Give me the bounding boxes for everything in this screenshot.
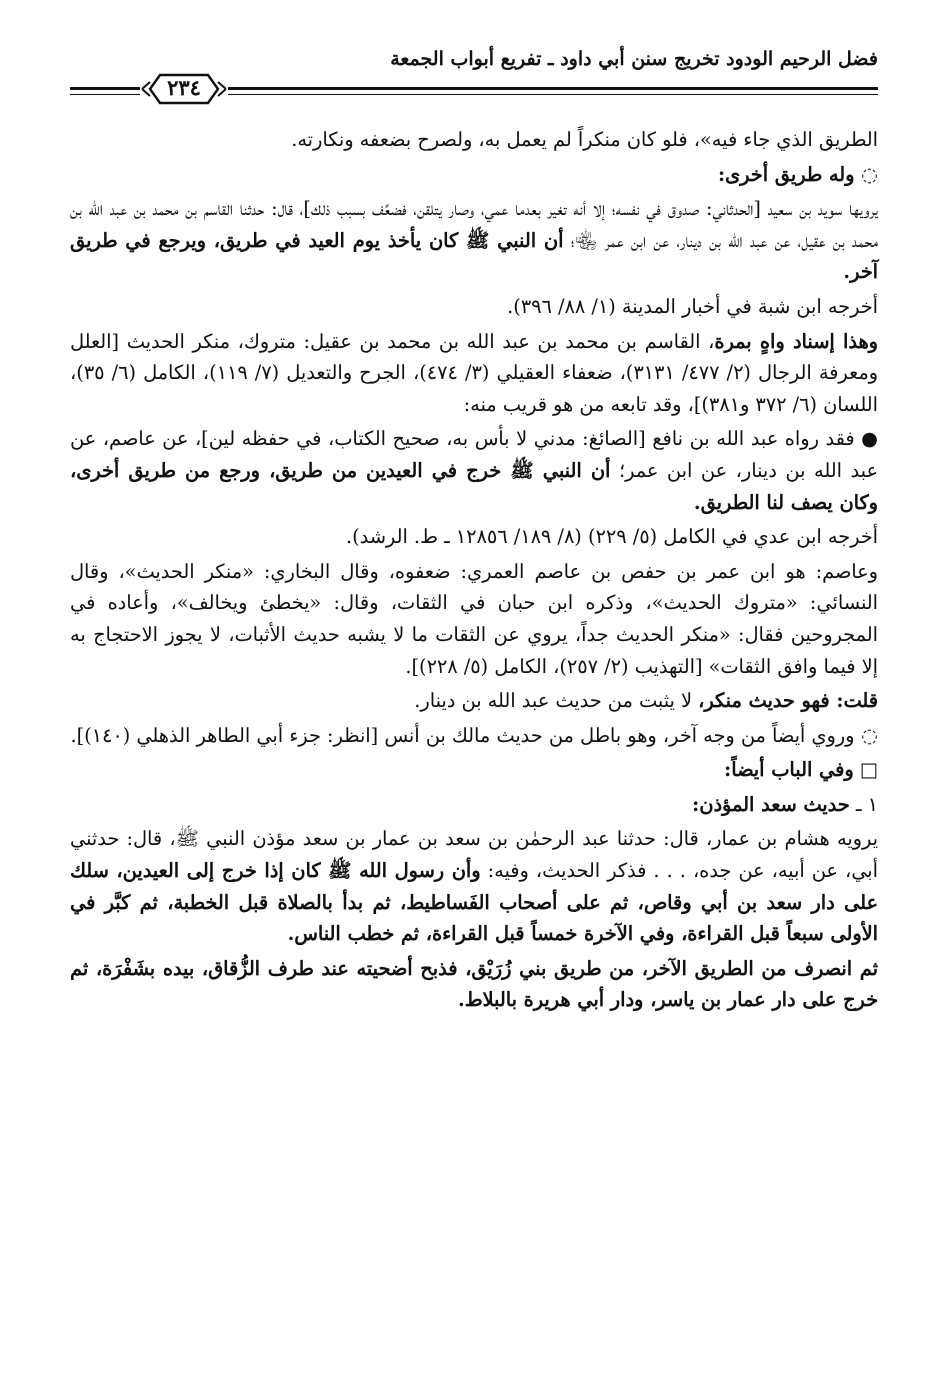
body-paragraph: [70, 685, 878, 717]
page-body-text: [70, 124, 878, 1016]
bold-text-span: ◌: [854, 162, 878, 186]
running-header: [70, 40, 878, 120]
header-rule-thick-left: [70, 87, 140, 90]
body-paragraph: [70, 423, 878, 518]
text-span: يرويها سويد بن سعيد [الحدثاني: صدوق في نفسه؛ إلا أنه تغير بعدما عمي، وصار يتلقن، فضعِّف بسبب ذلك]، قال: حدثنا القاسم بن محمد بن عبد الله بن محمد بن عقيل، عن عبد الله بن دينار، عن ابن عمر ﵄؛: [70, 197, 879, 252]
bold-text-span: وأن رسول الله ﷺ كان إذا خرج إلى العيدين، سلك على دار سعد بن أبي وقاص، ثم على أصحاب الفَساطيط، ثم بدأ بالصلاة قبل الخطبة، ثم كبَّر في الأولى سبعاً قبل القراءة، وفي الآخرة خمساً قبل القراءة، ثم خطب الناس.: [70, 859, 878, 946]
bold-text-span: أن النبي ﷺ خرج في العيدين من طريق، ورجع من طريق أخرى، وكان يصف لنا الطريق.: [70, 458, 878, 514]
body-paragraph: [70, 124, 878, 156]
bold-text-span: ◌: [854, 723, 878, 747]
header-title: فضل الرحيم الودود تخريج سنن أبي داود ـ تفريع أبواب الجمعة: [390, 48, 878, 70]
text-span: وروي أيضاً من وجه آخر، وهو باطل من حديث مالك بن أنس [انظر: جزء أبي الطاهر الذهلي (١٤٠)].: [70, 723, 855, 747]
text-span: ● فقد رواه عبد الله بن نافع [الصائغ: مدني لا بأس به، صحيح الكتاب، في حفظه لين]، عن عاصم، عن عبد الله بن دينار، عن ابن عمر؛: [70, 427, 878, 482]
text-span: □: [853, 758, 878, 782]
text-span: يرويه هشام بن عمار، قال: حدثنا عبد الرحمٰن بن سعد بن عمار بن سعد مؤذن النبي ﷺ، قال: حدثني أبي، عن أبيه، عن جده، . . . فذكر الحديث، وفيه:: [70, 827, 878, 883]
page-number-badge: [140, 70, 228, 108]
body-paragraph: [70, 953, 878, 1016]
body-paragraph: [70, 159, 878, 191]
body-paragraph: [70, 556, 878, 682]
text-span: ، القاسم بن محمد بن عبد الله بن محمد بن عقيل: متروك، منكر الحديث [العلل ومعرفة الرجال (٢/ ٤٧٧/ ٣١٣١)، ضعفاء العقيلي (٣/ ٤٧٤)، الجرح والتعديل (٧/ ١١٩)، الكامل (٦/ ٣٥)، اللسان (٦/ ٣٧٢ و٣٨١)]، وقد تابعه من هو قريب منه:: [70, 329, 878, 416]
body-paragraph: [70, 521, 878, 553]
body-paragraph: [70, 291, 878, 323]
bold-text-span: ثم انصرف من الطريق الآخر، من طريق بني زُرَيْق، فذبح أضحيته عند طرف الزُّقاق، بيده بشَفْرَة، ثم خرج على دار عمار بن ياسر، ودار أبي هريرة بالبلاط.: [70, 956, 878, 1012]
text-span: وعاصم: هو ابن عمر بن حفص بن عاصم العمري: ضعفوه، وقال البخاري: «منكر الحديث»، وقال النسائي: «متروك الحديث»، وذكره ابن حبان في الثقات، وقال: «يخطئ ويخالف»، وأعاده في المجروحين فقال: «منكر الحديث جداً، يروي عن الثقات ما لا يشبه حديث الأثبات، لا يجوز الاحتجاج به إلا فيما وافق الثقات» [التهذيب (٢/ ٢٥٧)، الكامل (٥/ ٢٢٨)].: [70, 559, 878, 678]
text-span: ١ ـ: [849, 792, 878, 816]
bold-text-span: أن النبي ﷺ كان يأخذ يوم العيد في طريق، ويرجع في طريق آخر.: [70, 228, 878, 284]
body-paragraph: [70, 720, 878, 752]
bold-text-span: وله طريق أخرى:: [717, 162, 855, 186]
page-number: ٢٣٤: [167, 75, 201, 100]
body-paragraph: [70, 823, 878, 949]
body-paragraph: [70, 789, 878, 821]
header-rule-thick: [228, 87, 878, 90]
body-paragraph: [70, 326, 878, 421]
text-span: أخرجه ابن عدي في الكامل (٥/ ٢٢٩) (٨/ ١٨٩/ ١٢٨٥٦ ـ ط. الرشد).: [346, 525, 878, 549]
bold-text-span: قلت: فهو حديث منكر،: [698, 689, 878, 713]
text-span: الطريق الذي جاء فيه»، فلو كان منكراً لم يعمل به، ولصرح بضعفه ونكارته.: [291, 128, 878, 151]
text-span: لا يثبت من حديث عبد الله بن دينار.: [414, 689, 699, 713]
bold-text-span: وفي الباب أيضاً:: [724, 758, 854, 782]
header-rule-thin: [228, 94, 878, 95]
body-paragraph: [70, 754, 878, 786]
body-paragraph: [70, 193, 878, 288]
text-span: أخرجه ابن شبة في أخبار المدينة (١/ ٨٨/ ٣٩٦).: [507, 294, 878, 318]
header-rule-thin-left: [70, 94, 140, 95]
bold-text-span: حديث سعد المؤذن:: [692, 792, 850, 816]
bold-text-span: وهذا إسناد واهٍ بمرة: [714, 329, 878, 353]
